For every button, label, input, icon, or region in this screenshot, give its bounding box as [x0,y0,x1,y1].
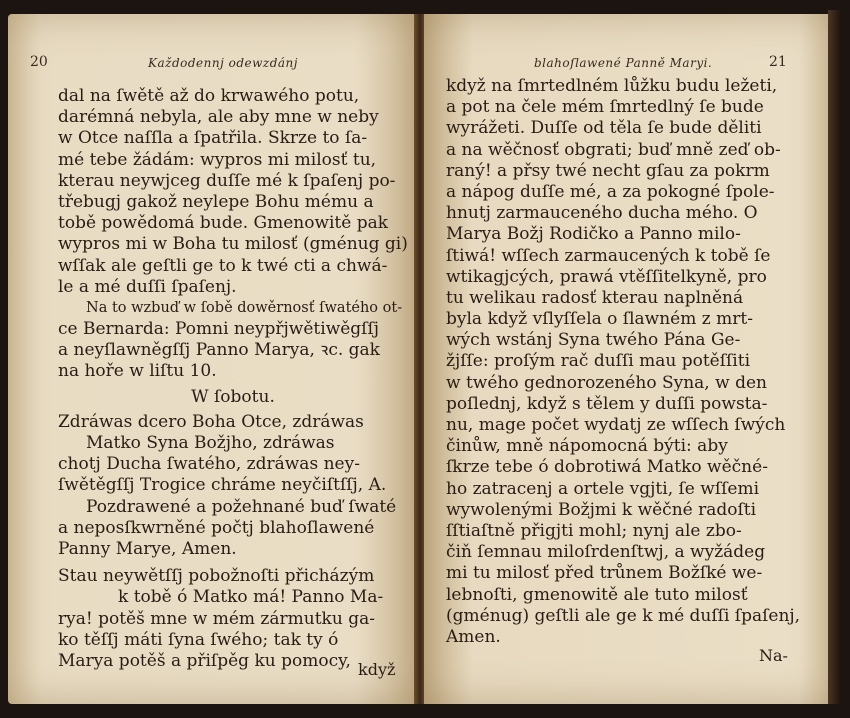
text-line: mi tu milosť před trůnem Božſké we- [446,563,763,584]
text-line: le a mé duſſi ſpaſenj. [58,276,237,297]
text-line: ſſtiaſtně přigjti mohl; nynj ale zbo- [446,520,742,541]
section-heading: W ſobotu. [191,386,275,407]
text-line: Marya potěš a přiſpěg ku pomocy, [58,650,351,671]
page-number: 21 [769,54,787,70]
text-line: nu, mage počet wydatj ze wſſech ſwých [446,415,786,435]
text-line: wtikagjcých, prawá vtěſſitelkyně, pro [446,266,767,287]
prayer-line: a neposſkwrněné počtj blahoſlawené [58,517,375,538]
right-body [446,76,816,648]
text-line: a nápog duſſe mé, a za pokogné ſpole- [446,181,775,202]
text-line: Amen. [446,626,501,647]
text-line: lebnoſti, gmenowitě ale tuto milosť [446,584,748,605]
text-line: čiň ſemnau miloſrdenſtwj, a wyžádeg [446,542,766,563]
text-line: třebugj gakož neylepe Bohu mému a [58,191,374,212]
running-head: Každodennj odewzdánj [148,56,299,70]
text-line: wywolenými Božjmi k wěčné radoſti [446,499,757,520]
book-spread [8,14,840,704]
left-page [8,14,416,704]
text-line: Na to wzbuď w ſobě dowěrnosť ſwatého ot- [86,299,403,316]
text-line: k tobě ó Matko má! Panno Ma- [118,587,384,608]
prayer-line: chotj Ducha ſwatého, zdráwas ney- [58,454,360,475]
text-line: ho zatracenj a ortele vgjti, ſe wſſemi [446,478,760,499]
page-number: 20 [30,54,48,70]
text-line: (gménug) geſtli ale ge k mé duſſi ſpaſenj, [446,605,801,626]
text-line: tobě powědomá bude. Gmenowitě pak [58,213,389,234]
prayer-line: Panny Marye, Amen. [58,538,237,559]
text-line: byla když vſlyſſela o ſlawném z mrt- [446,309,753,330]
text-line: wých wstánj Syna twého Pána Ge- [446,330,741,351]
prayer-line: ſwětěgſſj Trogice chráme neyčiſtſſj, A. [58,475,387,496]
text-line: mé tebe žádám: wypros mi milosť tu, [58,149,377,170]
prayer-line: Matko Syna Božjho, zdráwas [86,433,335,453]
catchword: Na- [759,646,788,665]
text-line: wyrážeti. Duſſe od těla ſe bude děliti [446,118,762,139]
text-line: poſlednj, když s tělem y duſſi powsta- [446,393,768,414]
text-line: w twého gednorozeného Syna, w den [446,372,767,393]
text-line: a pot na čele mém ſmrtedlný ſe bude [446,97,764,118]
text-line: w Otce naſſla a ſpatřila. Skrze to ſa- [58,128,368,149]
book-edge [828,10,842,704]
text-line: ſkrze tebe ó dobrotiwá Matko wěčné- [446,457,768,478]
text-line: ko těſſj máti ſyna ſwého; tak ty ó [58,629,339,650]
prayer-line: Pozdrawené a požehnané buď ſwaté [86,496,397,517]
text-line: kterau neywjceg duſſe mé k ſpaſenj po- [58,170,396,191]
text-line: když na ſmrtedlném lůžku budu ležeti, [446,76,778,96]
running-head: blahoſlawené Panně Maryi. [534,56,713,70]
right-page [424,14,832,704]
text-line: hnutj zarmauceného ducha mého. O [446,203,758,224]
text-line: a neyſlawněgſſj Panno Marya, ꝛc. gak [58,340,380,361]
text-line: ce Bernarda: Pomni neypřjwětiwěgſſj [58,319,380,340]
text-line: darémná nebyla, ale aby mne w neby [58,107,379,128]
left-body [58,86,408,672]
text-line: Marya Božj Rodičko a Panno milo- [446,224,741,245]
text-line: Stau neywětſſj pobožnoſti přicházým [58,566,375,587]
prayer-line: Zdráwas dcero Boha Otce, zdráwas [58,411,364,432]
text-line: dal na ſwětě až do krwawého potu, [58,86,360,106]
text-line: rya! potěš mne w mém zármutku ga- [58,608,375,629]
text-line: žjſſe: proſým rač duſſi mau potěſſiti [446,351,751,372]
text-line: raný! a přsy twé necht gſau za pokrm [446,160,770,181]
text-line: wſſak ale geſtli ge to k twé cti a chwá- [58,255,388,276]
text-line: wypros mi w Boha tu milosť (gménug gi) [58,234,408,255]
text-line: tu welikau radosť kterau naplněná [446,287,744,308]
text-line: ſtiwá! wſſech zarmaucených k tobě ſe [446,245,771,266]
catchword: když [358,660,396,679]
text-line: a na wěčnosť obgrati; buď mně zeď ob- [446,139,781,160]
text-line: na hoře w liſtu 10. [58,361,217,382]
text-line: činůw, mně nápomocná býti: aby [446,436,728,457]
